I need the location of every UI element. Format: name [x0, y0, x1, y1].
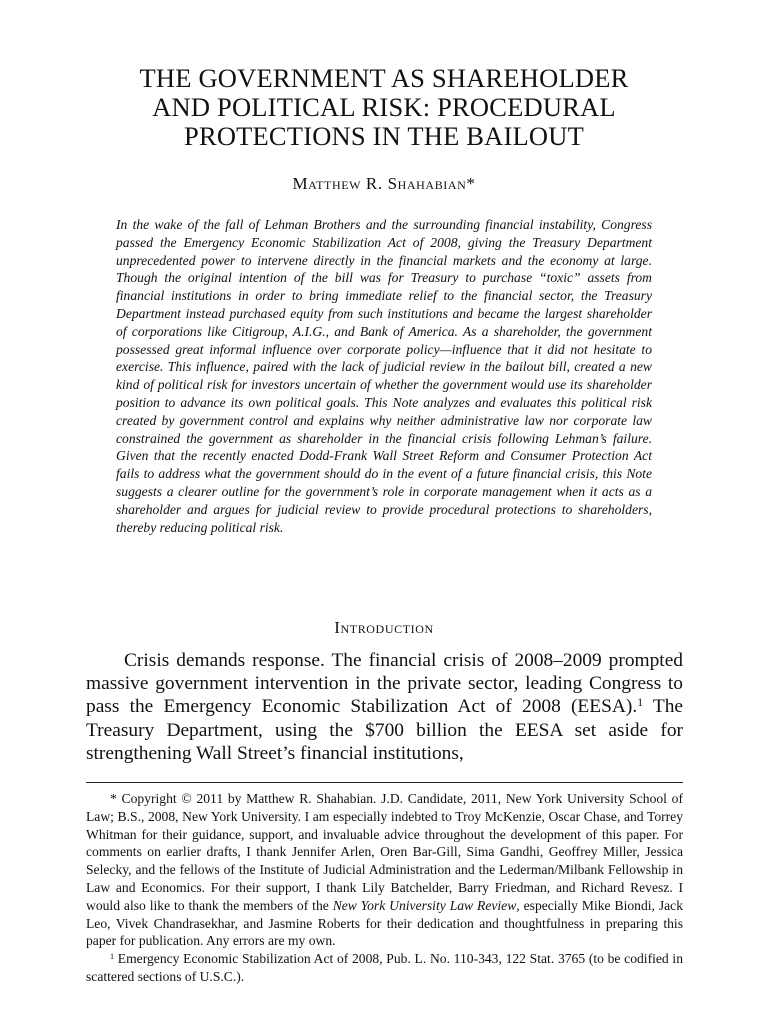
body-text-before-note: Crisis demands response. The financial crisis of 2008–2009 prompted massive government intervention in the private sector, leading Congress to pass the Emergency Economic Stabilization Act of 2008 (EESA). [86, 650, 683, 718]
abstract: In the wake of the fall of Lehman Brothers and the surrounding financial instability, Congress passed the Emergency Economic Stabilization Act of 2008, giving the Treasury Department unprecedented power to intervene directly in the financial markets and the economy at large. Though the original intention of the bill was for Treasury to purchase “toxic” assets from financial institutions in order to bring immediate relief to the financial sector, the Treasury Department instead purchased equity from such institutions and became the largest shareholder of corporations like Citigroup, A.I.G., and Bank of America. As a shareholder, the government possessed great informal influence over corporate policy—influence that it did not hesitate to exercise. This influence, paired with the lack of judicial review in the bailout bill, created a new kind of political risk for investors uncertain of whether the government would use its shareholder position to advance its own political goals. This Note analyzes and evaluates this political risk created by government control and explains why neither administrative law nor corporate law constrained the government as shareholder in the financial crisis following Lehman’s failure. Given that the recently enacted Dodd-Frank Wall Street Reform and Consumer Protection Act fails to address what the government should do in the event of a future financial crisis, this Note suggests a clearer outline for the government’s role in corporate management when it acts as a shareholder and argues for judicial review to provide procedural protections to shareholders, thereby reducing political risk. [116, 217, 652, 535]
body-paragraph [86, 649, 683, 765]
footnote-text [86, 791, 683, 948]
journal-name: New York University Law Review [332, 897, 517, 913]
footnotes [86, 790, 683, 986]
footnote-text: Emergency Economic Stabilization Act of 2008, Pub. L. No. 110-343, 122 Stat. 3765 (to be codified in scattered sections of U.S.C.). [86, 951, 683, 984]
author-name: Matthew R. Shahabian* [292, 174, 476, 193]
footnote-divider [86, 782, 683, 783]
footnote-marker: 1 [110, 951, 115, 961]
title-line: PROTECTIONS IN THE BAILOUT [184, 121, 584, 151]
footnote-marker: * [110, 791, 117, 806]
title-line: THE GOVERNMENT AS SHAREHOLDER [139, 63, 629, 93]
footnote-text-part: , especially Mike Biondi, Jack Leo, Vivek Chandrasekhar, and Jasmine Roberts for their dedication and thoughtfulness in preparing this paper for publication. Any errors are my own. [86, 897, 683, 949]
footnote-reference[interactable]: 1 [637, 696, 644, 710]
paper-title [86, 64, 682, 151]
section-heading: Introduction [334, 618, 434, 637]
title-line: AND POLITICAL RISK: PROCEDURAL [152, 92, 616, 122]
footnote-1 [86, 950, 683, 986]
footnote-author [86, 790, 683, 950]
body-text-after-note: The Treasury Department, using the $700 billion the EESA set aside for strengthening Wall Street’s financial institutions, [86, 696, 683, 764]
footnote-text-part: Copyright © 2011 by Matthew R. Shahabian. J.D. Candidate, 2011, New York University School of Law; B.S., 2008, New York University. I am especially indebted to Troy McKenzie, Oscar Chase, and Torrey Whitman for their guidance, support, and invaluable advice throughout the development of this paper. For comments on earlier drafts, I thank Jennifer Arlen, Oren Bar-Gill, Sima Gandhi, Geoffrey Miller, Jessica Selecky, and the fellows of the Institute of Judicial Administration and the Lederman/Milbank Fellowship in Law and Economics. For their support, I thank Lily Batchelder, Barry Friedman, and Richard Revesz. I would also like to thank the members of the [86, 791, 683, 913]
